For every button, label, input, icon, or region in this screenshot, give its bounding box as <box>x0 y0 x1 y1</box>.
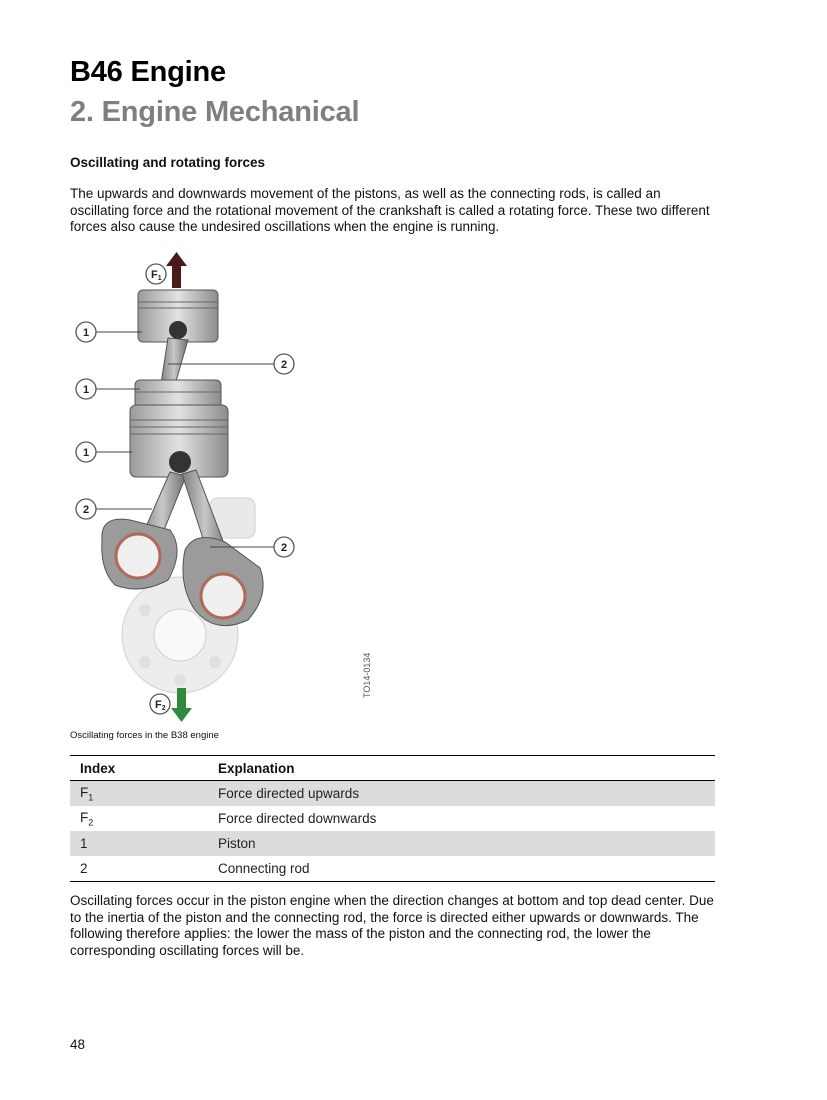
index-cell: $F_2$ <box>80 809 94 828</box>
upward-force-arrow <box>166 252 187 288</box>
section-heading: Oscillating and rotating forces <box>70 155 266 170</box>
explanation-cell: Force directed upwards <box>208 781 715 807</box>
column-header-index: Index <box>70 756 208 781</box>
callout-label: 2 <box>280 359 288 371</box>
index-table <box>70 755 715 882</box>
callout-label: 2 <box>280 542 288 554</box>
table-row <box>70 781 715 807</box>
callout-label-f2: F <box>155 699 162 711</box>
callout-label: 2 <box>82 504 90 516</box>
page-number: 48 <box>70 1037 86 1052</box>
explanation-cell: Force directed downwards <box>218 811 377 826</box>
callout-label-f1-sub: 1 <box>157 275 162 282</box>
callout-label-f1: F <box>151 269 158 281</box>
chapter-title: 2. Engine Mechanical <box>70 96 360 128</box>
table-row <box>70 806 715 831</box>
figure-code: TO14-0134 <box>362 652 372 698</box>
callout-label-f2-sub: 2 <box>161 705 166 712</box>
piston-rod-illustration <box>60 250 400 730</box>
explanation-cell: Piston <box>208 831 715 856</box>
explanation-cell: Connecting rod <box>208 856 715 882</box>
table-row <box>70 856 715 882</box>
callout-label: 1 <box>82 447 90 459</box>
index-cell: $F_1$ <box>70 781 208 807</box>
callout-label: 1 <box>82 384 90 396</box>
bottom-piston <box>130 405 228 477</box>
document-title: B46 Engine <box>70 56 226 88</box>
index-cell: 1 <box>70 831 208 856</box>
middle-piston <box>135 380 221 408</box>
table-row <box>70 831 715 856</box>
closing-paragraph: Oscillating forces occur in the piston engine when the direction changes at bottom and top dead center. Due to the inertia of the piston and the connecting rod, the force is directed either upwards or downwards. The following therefore applies: the lower the mass of the piston and the connecting rod, the lower the corresponding oscillating forces will be. <box>70 893 714 958</box>
engine-diagram <box>60 250 400 730</box>
figure-caption: Oscillating forces in the B38 engine <box>70 730 219 741</box>
top-piston <box>138 290 218 395</box>
column-header-explanation: Explanation <box>208 756 715 781</box>
table-header-row <box>70 756 715 781</box>
callout-label: 1 <box>82 327 90 339</box>
index-cell: 2 <box>70 856 208 882</box>
intro-paragraph: The upwards and downwards movement of the pistons, as well as the connecting rods, is called an oscillating force and the rotational movement of the crankshaft is called a rotating force. These two different forces also cause the undesired oscillations when the engine is running. <box>70 186 710 234</box>
